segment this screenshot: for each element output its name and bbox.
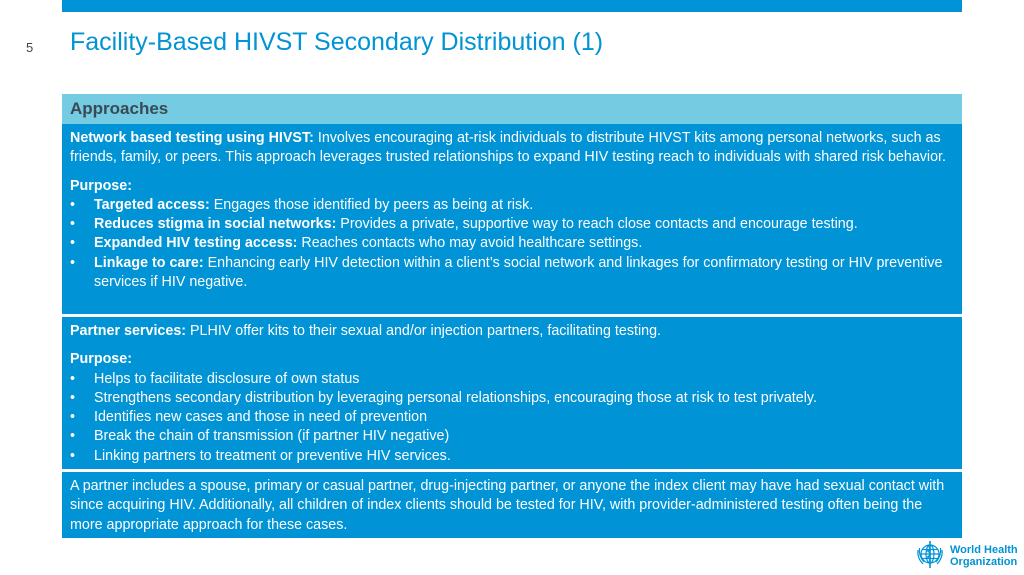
bullet-icon: • bbox=[70, 196, 76, 213]
bullet-text: Identifies new cases and those in need of prevention bbox=[94, 409, 428, 426]
list-item bbox=[70, 408, 954, 427]
slide-title: Facility-Based HIVST Secondary Distribution (1) bbox=[70, 28, 604, 56]
partner-intro bbox=[70, 322, 954, 341]
bullet-icon: • bbox=[70, 370, 76, 387]
bullet-text: Reaches contacts who may avoid healthcare settings. bbox=[297, 235, 643, 252]
bullet-bold: Linkage to care: bbox=[94, 254, 204, 271]
list-item bbox=[70, 215, 954, 234]
partner-purpose-label bbox=[70, 350, 954, 369]
network-heading: Network based testing using HIVST: bbox=[70, 130, 314, 146]
bullet-text: Helps to facilitate disclosure of own status bbox=[94, 370, 360, 387]
network-purpose-label bbox=[70, 177, 954, 196]
network-text: Involves encouraging at-risk individuals to distribute HIVST kits among personal networks, such as friends, family, or peers. This approach leverages trusted relationships to expand HIV testing reach to individuals with shared risk behavior. bbox=[70, 130, 947, 166]
list-item bbox=[70, 254, 954, 293]
bullet-icon: • bbox=[70, 216, 76, 233]
list-item bbox=[70, 370, 954, 389]
list-item bbox=[70, 196, 954, 215]
partner-heading: Partner services: bbox=[70, 323, 187, 339]
partner-bullet-list bbox=[70, 370, 954, 466]
partner-definition-text: A partner includes a spouse, primary or casual partner, drug-injecting partner, or anyone the index client may have had sexual contact with since acquiring HIV. Additionally, all children of index clients should be tested for HIV, with provider-administered testing often being the more appropriate approach for these cases. bbox=[70, 478, 945, 533]
slide-number: 5 bbox=[26, 40, 34, 55]
network-intro bbox=[70, 129, 954, 168]
bullet-bold: Expanded HIV testing access: bbox=[94, 235, 298, 252]
bullet-text: Linking partners to treatment or preventive HIV services. bbox=[94, 447, 451, 464]
bullet-icon: • bbox=[70, 428, 76, 445]
bullet-bold: Reduces stigma in social networks: bbox=[94, 216, 337, 233]
partner-text: PLHIV offer kits to their sexual and/or injection partners, facilitating testing. bbox=[186, 323, 661, 339]
bullet-text: Engages those identified by peers as being at risk. bbox=[209, 196, 534, 213]
approaches-header bbox=[62, 94, 962, 124]
bullet-icon: • bbox=[70, 254, 76, 271]
list-item bbox=[70, 234, 954, 253]
who-logo-line1: World Health bbox=[950, 544, 1018, 556]
who-logo-text bbox=[950, 544, 1018, 568]
top-accent-bar bbox=[62, 0, 962, 12]
who-emblem-icon bbox=[914, 538, 946, 570]
who-logo bbox=[914, 538, 1018, 572]
bullet-text: Enhancing early HIV detection within a client’s social network and linkages for confirmatory testing or HIV preventive services if HIV negative. bbox=[94, 254, 943, 291]
list-item bbox=[70, 427, 954, 446]
network-purpose-label-text: Purpose: bbox=[70, 177, 132, 194]
list-item bbox=[70, 447, 954, 466]
bullet-icon: • bbox=[70, 389, 76, 406]
bullet-icon: • bbox=[70, 409, 76, 426]
who-logo-line2: Organization bbox=[950, 556, 1018, 568]
network-bullet-list bbox=[70, 196, 954, 292]
partner-services-box bbox=[62, 317, 962, 469]
partner-definition-box bbox=[62, 472, 962, 538]
bullet-text: Provides a private, supportive way to reach close contacts and encourage testing. bbox=[336, 216, 858, 233]
bullet-icon: • bbox=[70, 235, 76, 252]
bullet-bold: Targeted access: bbox=[94, 196, 210, 213]
bullet-text: Break the chain of transmission (if partner HIV negative) bbox=[94, 428, 450, 445]
approaches-header-label: Approaches bbox=[70, 99, 169, 118]
list-item bbox=[70, 389, 954, 408]
bullet-text: Strengthens secondary distribution by leveraging personal relationships, encouraging those at risk to test privately. bbox=[94, 389, 817, 406]
partner-purpose-label-text: Purpose: bbox=[70, 351, 132, 368]
network-testing-box bbox=[62, 124, 962, 314]
bullet-icon: • bbox=[70, 447, 76, 464]
